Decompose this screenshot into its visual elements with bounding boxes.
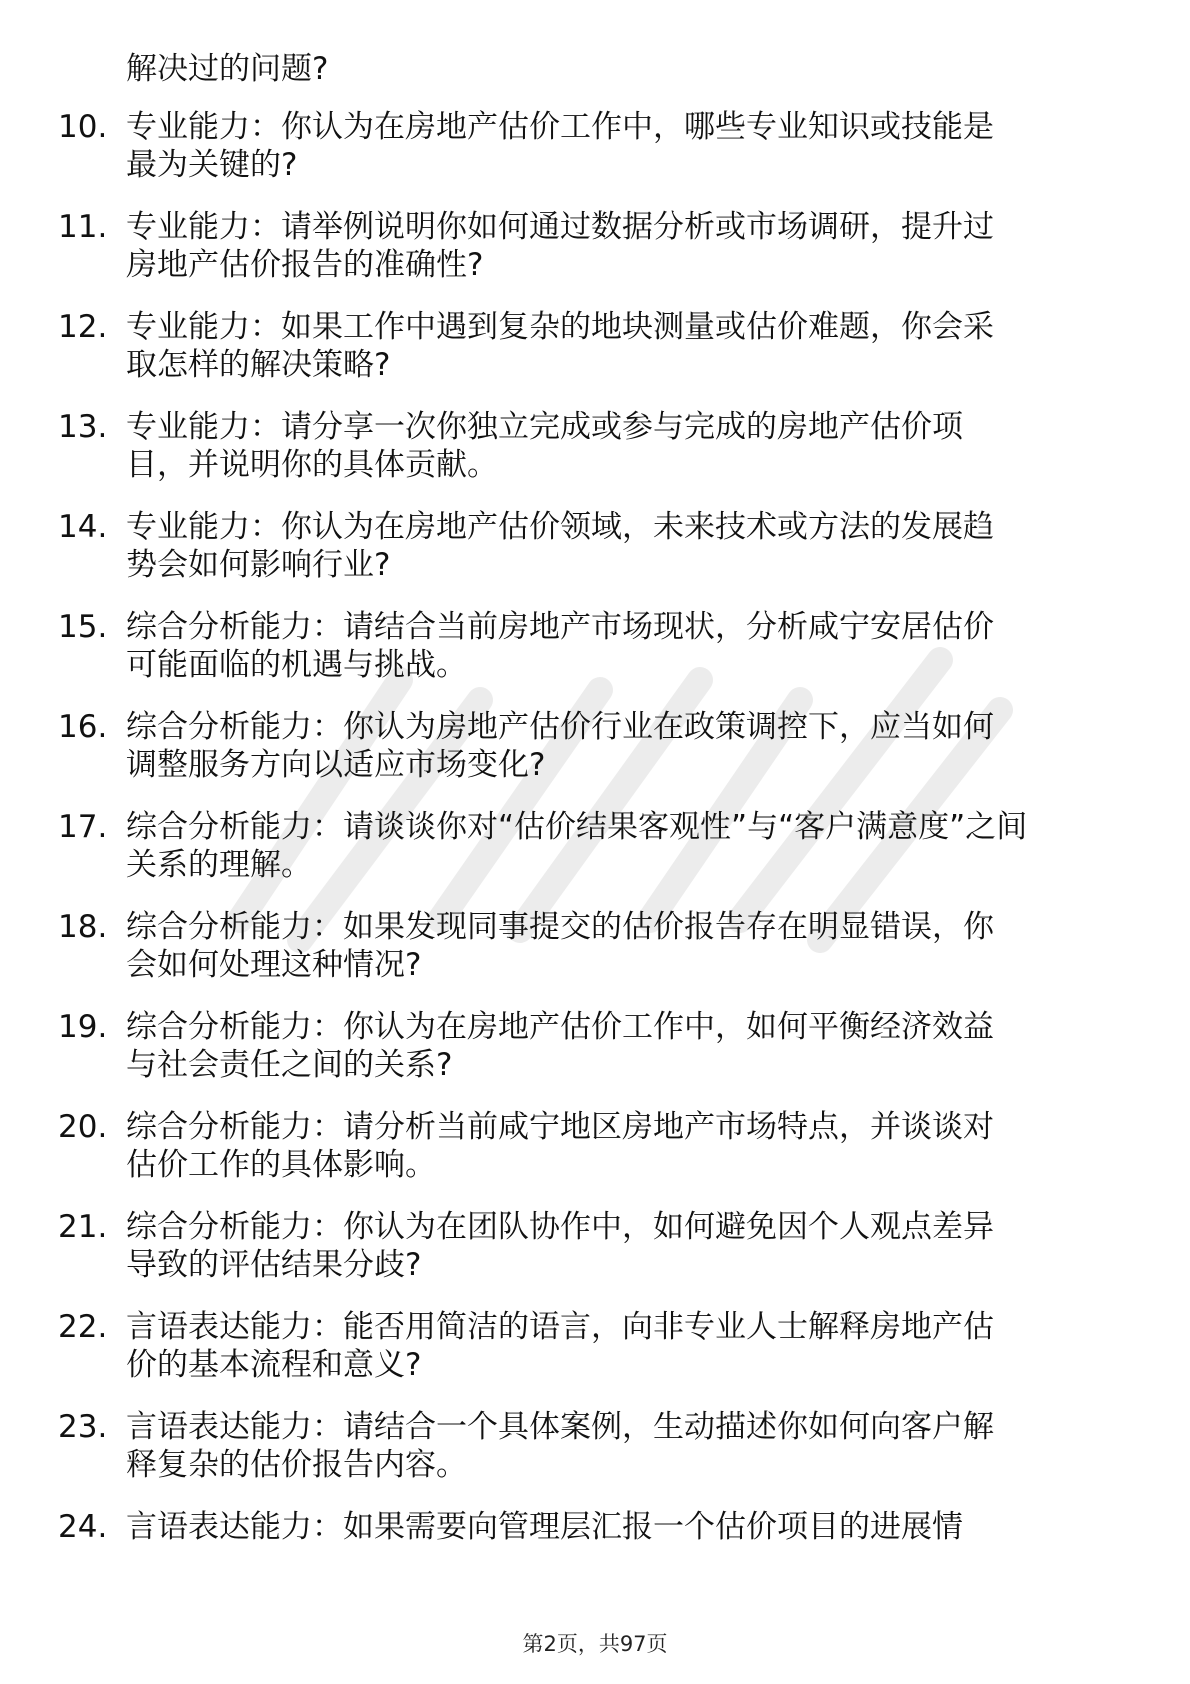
question-text <box>126 308 1136 384</box>
question-number: 11. <box>58 209 108 245</box>
question-text <box>126 208 1136 284</box>
question-item <box>0 208 1190 308</box>
question-item <box>0 608 1190 708</box>
question-text <box>126 808 1136 884</box>
question-text-line: 专业能力：请分享一次你独立完成或参与完成的房地产估价项 <box>126 409 963 445</box>
question-number: 10. <box>58 109 108 145</box>
question-number: 15. <box>58 609 108 645</box>
question-text <box>126 908 1136 984</box>
question-text <box>126 1008 1136 1084</box>
question-text-line: 可能面临的机遇与挑战。 <box>126 647 467 683</box>
question-number: 14. <box>58 509 108 545</box>
question-item <box>0 308 1190 408</box>
question-number: 13. <box>58 409 108 445</box>
question-text-line: 导致的评估结果分歧? <box>126 1247 422 1283</box>
question-text-line: 房地产估价报告的准确性? <box>126 247 484 283</box>
question-item <box>0 408 1190 508</box>
question-text-line: 最为关键的? <box>126 147 298 183</box>
question-number: 19. <box>58 1009 108 1045</box>
question-text <box>126 1108 1136 1184</box>
question-text-line: 会如何处理这种情况? <box>126 947 422 983</box>
question-text-line: 专业能力：你认为在房地产估价工作中，哪些专业知识或技能是 <box>126 109 994 145</box>
question-text-line: 取怎样的解决策略? <box>126 347 391 383</box>
question-text-line: 言语表达能力：请结合一个具体案例，生动描述你如何向客户解 <box>126 1409 994 1445</box>
question-text <box>126 608 1136 684</box>
question-number: 24. <box>58 1509 108 1545</box>
question-text-line: 综合分析能力：请结合当前房地产市场现状，分析咸宁安居估价 <box>126 609 994 645</box>
question-text-line: 综合分析能力：如果发现同事提交的估价报告存在明显错误，你 <box>126 909 994 945</box>
question-text-line: 综合分析能力：请分析当前咸宁地区房地产市场特点，并谈谈对 <box>126 1109 994 1145</box>
question-text-line: 估价工作的具体影响。 <box>126 1147 436 1183</box>
question-number: 21. <box>58 1209 108 1245</box>
question-item <box>0 1508 1190 1608</box>
question-text-line: 与社会责任之间的关系? <box>126 1047 453 1083</box>
question-text-line: 言语表达能力：如果需要向管理层汇报一个估价项目的进展情 <box>126 1509 963 1545</box>
question-text-line: 专业能力：你认为在房地产估价领域，未来技术或方法的发展趋 <box>126 509 994 545</box>
question-item <box>0 108 1190 208</box>
question-item <box>0 1408 1190 1508</box>
question-text-line: 调整服务方向以适应市场变化? <box>126 747 546 783</box>
question-text <box>126 1208 1136 1284</box>
question-text-line: 关系的理解。 <box>126 847 312 883</box>
question-item <box>0 908 1190 1008</box>
question-text-line: 综合分析能力：你认为房地产估价行业在政策调控下，应当如何 <box>126 709 994 745</box>
page-footer: 第2页，共97页 <box>522 1632 668 1656</box>
question-number: 16. <box>58 709 108 745</box>
question-text <box>126 1508 1136 1546</box>
question-text <box>126 708 1136 784</box>
question-text-line: 言语表达能力：能否用简洁的语言，向非专业人士解释房地产估 <box>126 1309 994 1345</box>
question-item <box>0 808 1190 908</box>
question-item <box>0 708 1190 808</box>
question-text <box>126 1308 1136 1384</box>
question-text <box>126 508 1136 584</box>
continued-question-text: 解决过的问题? <box>126 51 329 87</box>
question-item <box>0 1208 1190 1308</box>
question-text-line: 综合分析能力：请谈谈你对“估价结果客观性”与“客户满意度”之间 <box>126 809 1028 845</box>
question-number: 17. <box>58 809 108 845</box>
question-text <box>126 408 1136 484</box>
question-text <box>126 108 1136 184</box>
question-text <box>126 1408 1136 1484</box>
question-number: 23. <box>58 1409 108 1445</box>
question-text-line: 释复杂的估价报告内容。 <box>126 1447 467 1483</box>
question-text-line: 综合分析能力：你认为在团队协作中，如何避免因个人观点差异 <box>126 1209 994 1245</box>
question-list <box>0 108 1190 1608</box>
question-number: 12. <box>58 309 108 345</box>
question-text-line: 专业能力：请举例说明你如何通过数据分析或市场调研，提升过 <box>126 209 994 245</box>
question-item <box>0 1008 1190 1108</box>
question-text-line: 目，并说明你的具体贡献。 <box>126 447 498 483</box>
question-text-line: 势会如何影响行业? <box>126 547 391 583</box>
question-number: 20. <box>58 1109 108 1145</box>
question-text-line: 综合分析能力：你认为在房地产估价工作中，如何平衡经济效益 <box>126 1009 994 1045</box>
question-text-line: 价的基本流程和意义? <box>126 1347 422 1383</box>
question-number: 22. <box>58 1309 108 1345</box>
question-item <box>0 508 1190 608</box>
question-number: 18. <box>58 909 108 945</box>
question-item <box>0 1308 1190 1408</box>
question-text-line: 专业能力：如果工作中遇到复杂的地块测量或估价难题，你会采 <box>126 309 994 345</box>
question-item <box>0 1108 1190 1208</box>
